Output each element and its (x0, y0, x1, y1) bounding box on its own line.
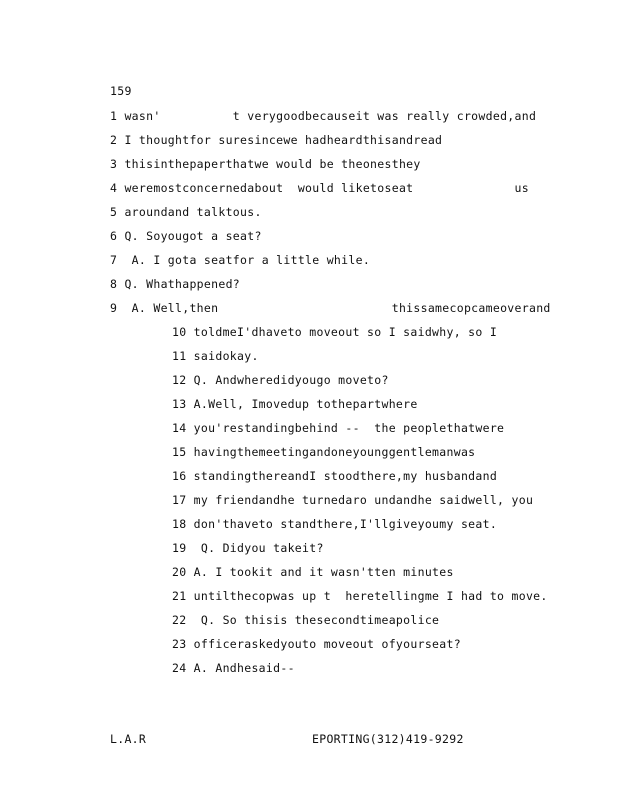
footer-reporter-phone: EPORTING(312)419-9292 (312, 732, 464, 746)
page-number: 159 (110, 84, 132, 98)
transcript-line-12: 12 Q. Andwheredidyougo moveto? (172, 373, 389, 387)
transcript-line-13: 13 A.Well, Imovedup tothepartwhere (172, 397, 418, 411)
transcript-line-23: 23 officeraskedyouto moveout ofyourseat? (172, 637, 461, 651)
footer-reporter-left: L.A.R (110, 732, 147, 746)
transcript-line-22: 22 Q. So thisis thesecondtimeapolice (172, 613, 440, 627)
transcript-line-5: 5 aroundand talktous. (110, 205, 262, 219)
transcript-line-16: 16 standingthereandI stoodthere,my husbandand (172, 469, 498, 483)
transcript-line-11: 11 saidokay. (172, 349, 259, 363)
transcript-line-19: 19 Q. Didyou takeit? (172, 541, 324, 555)
transcript-line-14: 14 you'restandingbehind -- the peoplethatwere (172, 421, 505, 435)
transcript-line-17: 17 my friendandhe turnedaro undandhe saidwell, you (172, 493, 534, 507)
transcript-line-1: 1 wasn' t verygoodbecauseit was really crowded,and (110, 109, 537, 123)
transcript-line-2: 2 I thoughtfor suresincewe hadheardthisandread (110, 133, 443, 147)
transcript-line-15: 15 havingthemeetingandoneyounggentlemanwas (172, 445, 476, 459)
transcript-line-18: 18 don'thaveto standthere,I'llgiveyoumy seat. (172, 517, 498, 531)
transcript-line-3: 3 thisinthepaperthatwe would be theonesthey (110, 157, 421, 171)
transcript-line-9: 9 A. Well,then thissamecopcameoverand (110, 301, 551, 315)
transcript-line-8: 8 Q. Whathappened? (110, 277, 241, 291)
transcript-line-20: 20 A. I tookit and it wasn'tten minutes (172, 565, 454, 579)
transcript-line-7: 7 A. I gota seatfor a little while. (110, 253, 371, 267)
transcript-line-21: 21 untilthecopwas up t heretellingme I had to move. (172, 589, 548, 603)
transcript-line-6: 6 Q. Soyougot a seat? (110, 229, 262, 243)
transcript-line-4: 4 weremostconcernedabout would liketoseat us (110, 181, 529, 195)
transcript-line-24: 24 A. Andhesaid-- (172, 661, 295, 675)
transcript-line-10: 10 toldmeI'dhaveto moveout so I saidwhy, so I (172, 325, 498, 339)
